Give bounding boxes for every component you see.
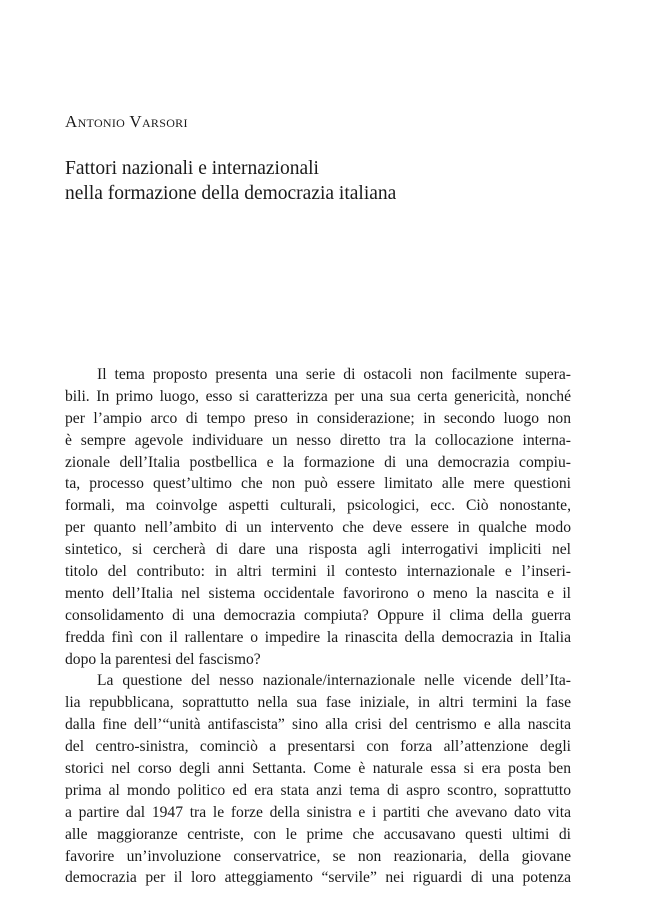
text-line: per l’ampio arco di tempo preso in considerazione; in secondo luogo non — [65, 409, 571, 427]
text-line: bili. In primo luogo, esso si caratterizza per una sua certa genericità, nonché — [65, 387, 571, 405]
text-line: La questione del nesso nazionale/internazionale nelle vicende dell’Ita- — [97, 672, 571, 690]
chapter-title — [65, 156, 585, 206]
text-line: zionale dell’Italia postbellica e la formazione di una democrazia compiu- — [65, 453, 571, 471]
text-line: a partire dal 1947 tra le forze della sinistra e i partiti che avevano dato vita — [65, 803, 571, 821]
author-name: Antonio Varsori — [65, 112, 188, 131]
text-line: alle maggioranze centriste, con le prime che accusavano questi ultimi di — [65, 825, 571, 843]
text-line: Il tema proposto presenta una serie di ostacoli non facilmente supera- — [97, 366, 571, 383]
text-line: dalla fine dell’“unità antifascista” sino alla crisi del centrismo e alla nascita — [65, 716, 571, 734]
text-line: è sempre agevole individuare un nesso diretto tra la collocazione interna- — [65, 431, 571, 449]
text-line: dopo la parentesi del fascismo? — [65, 650, 261, 668]
text-line: fredda finì con il rallentare o impedire la rinascita della democrazia in Italia — [65, 628, 571, 646]
text-line: titolo del contributo: in altri termini il contesto internazionale e l’inseri- — [65, 563, 571, 581]
text-line: sintetico, si cercherà di dare una risposta agli interrogativi impliciti nel — [65, 541, 571, 559]
text-line: del centro-sinistra, cominciò a presentarsi con forza all’attenzione degli — [65, 738, 571, 756]
chapter-title-line: nella formazione della democrazia italiana — [65, 183, 397, 204]
text-line: lia repubblicana, soprattutto nella sua fase iniziale, in altri termini la fase — [65, 694, 571, 712]
text-line: mento dell’Italia nel sistema occidentale favorirono o meno la nascita e il — [65, 584, 571, 602]
text-line: consolidamento di una democrazia compiuta? Oppure il clima della guerra — [65, 606, 571, 624]
text-line: ta, processo quest’ultimo che non può essere limitato alle mere questioni — [65, 475, 571, 493]
chapter-title-line: Fattori nazionali e internazionali — [65, 158, 319, 179]
text-line: per quanto nell’ambito di un intervento che deve essere in qualche modo — [65, 519, 571, 537]
text-line: formali, ma coinvolge aspetti culturali, psicologici, ecc. Ciò nonostante, — [65, 497, 571, 515]
text-line: storici nel corso degli anni Settanta. Come è naturale essa si era posta ben — [65, 760, 571, 778]
body-text — [65, 364, 571, 889]
text-line: democrazia per il loro atteggiamento “servile” nei riguardi di una potenza — [65, 869, 571, 887]
text-line: prima al mondo politico ed era stata anzi tema di aspro scontro, soprattutto — [65, 781, 571, 799]
text-line: favorire un’involuzione conservatrice, se non reazionaria, della giovane — [65, 847, 571, 865]
